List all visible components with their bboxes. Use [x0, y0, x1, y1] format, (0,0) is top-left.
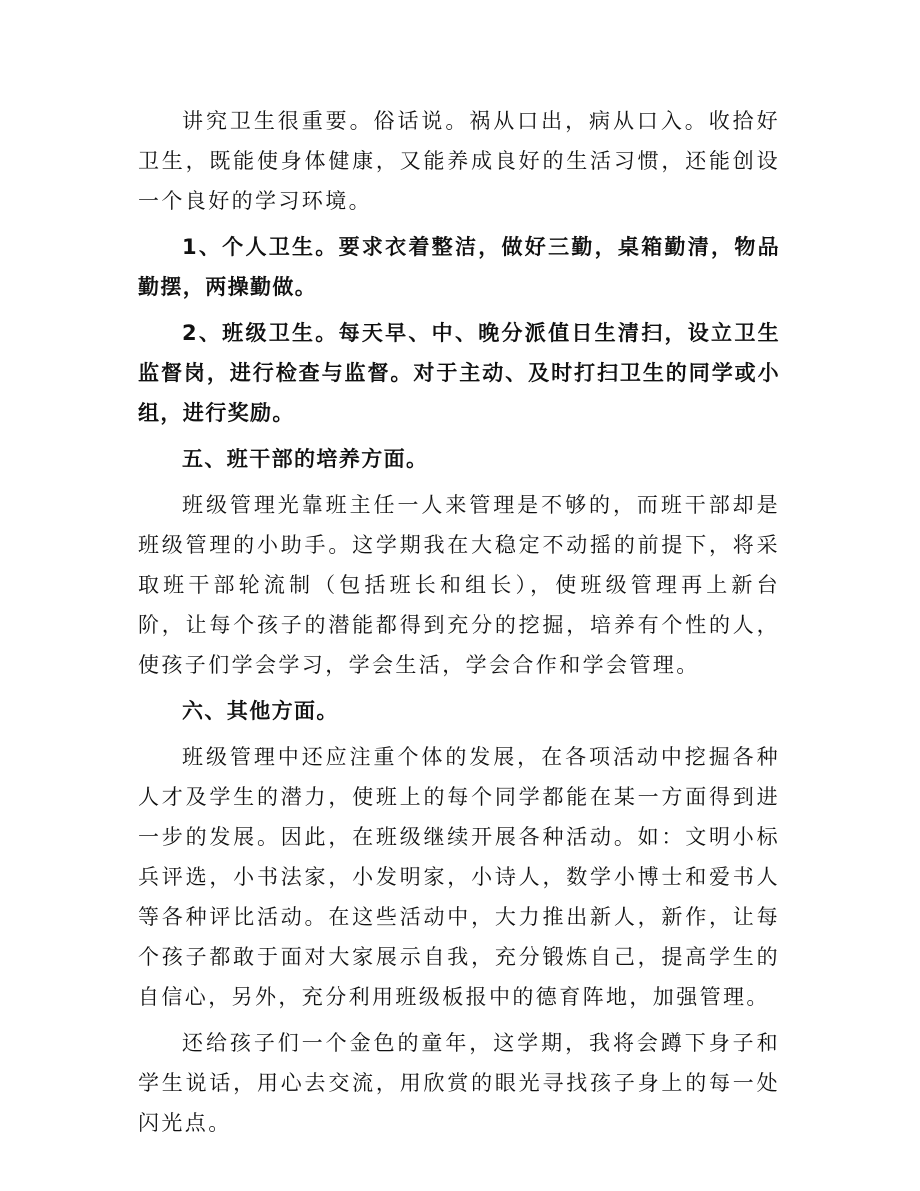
paragraph-cadre-training: 班级管理光靠班主任一人来管理是不够的，而班干部却是班级管理的小助手。这学期我在大稳定不动摇的前提下，将采取班干部轮流制（包括班长和组长），使班级管理再上新台阶，让每个孩子的潜能都得到充分的挖掘，培养有个性的人，使孩子们学会学习，学会生活，学会合作和学会管理。 — [138, 493, 780, 677]
section-heading-other-aspects: 六、其他方面。 — [182, 699, 339, 723]
section-heading-cadre-training: 五、班干部的培养方面。 — [182, 447, 429, 471]
paragraph-hygiene-intro: 讲究卫生很重要。俗话说。祸从口出，病从口入。收拾好卫生，既能使身体健康，又能养成良好的生活习惯，还能创设一个良好的学习环境。 — [138, 109, 780, 213]
document-body — [138, 101, 780, 1149]
paragraph-class-hygiene: 2、班级卫生。每天早、中、晚分派值日生清扫，设立卫生监督岗，进行检查与监督。对于主动、及时打扫卫生的同学或小组，进行奖励。 — [138, 321, 780, 425]
paragraph-individual-development: 班级管理中还应注重个体的发展，在各项活动中挖掘各种人才及学生的潜力，使班上的每个同学都能在某一方面得到进一步的发展。因此，在班级继续开展各种活动。如：文明小标兵评选，小书法家，小发明家，小诗人，数学小博士和爱书人等各种评比活动。在这些活动中，大力推出新人，新作，让每个孩子都敢于面对大家展示自我，充分锻炼自己，提高学生的自信心，另外，充分利用班级板报中的德育阵地，加强管理。 — [138, 745, 780, 1009]
paragraph-closing: 还给孩子们一个金色的童年，这学期，我将会蹲下身子和学生说话，用心去交流，用欣赏的眼光寻找孩子身上的每一处闪光点。 — [138, 1031, 780, 1135]
paragraph-personal-hygiene: 1、个人卫生。要求衣着整洁，做好三勤，桌箱勤清，物品勤摆，两操勤做。 — [138, 235, 780, 299]
